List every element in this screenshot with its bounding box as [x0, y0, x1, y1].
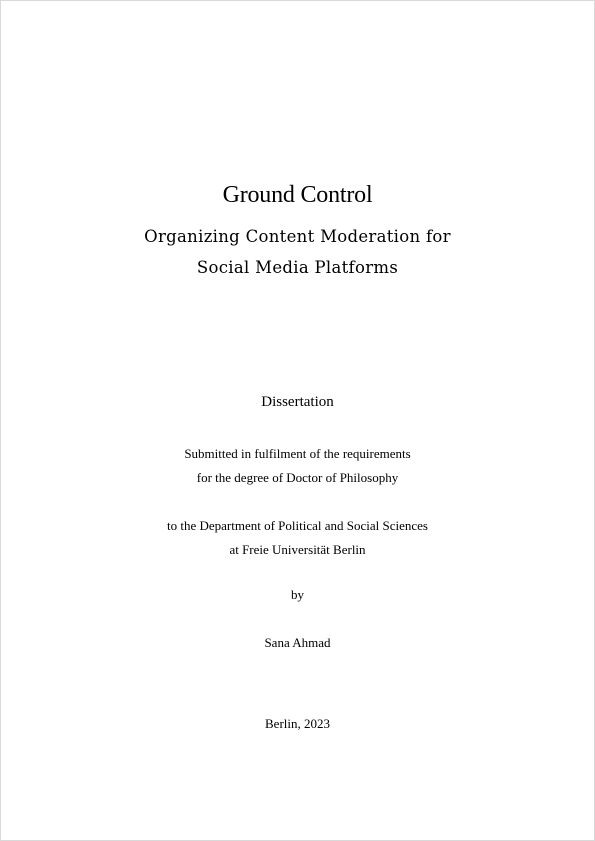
author-name: Sana Ahmad — [264, 635, 331, 650]
subtitle-line-1: Organizing Content Moderation for — [144, 227, 451, 246]
department-line-2: at Freie Universität Berlin — [229, 542, 366, 557]
document-type: Dissertation — [261, 394, 334, 410]
document-title: Ground Control — [222, 182, 373, 208]
subtitle-line-2: Social Media Platforms — [196, 258, 399, 277]
requirements-line-2: for the degree of Doctor of Philosophy — [196, 470, 399, 485]
requirements-line-1: Submitted in fulfilment of the requirements — [184, 446, 411, 461]
by-label: by — [291, 587, 304, 602]
department-line-1: to the Department of Political and Social Sciences — [166, 518, 428, 533]
place-and-year: Berlin, 2023 — [265, 716, 330, 731]
